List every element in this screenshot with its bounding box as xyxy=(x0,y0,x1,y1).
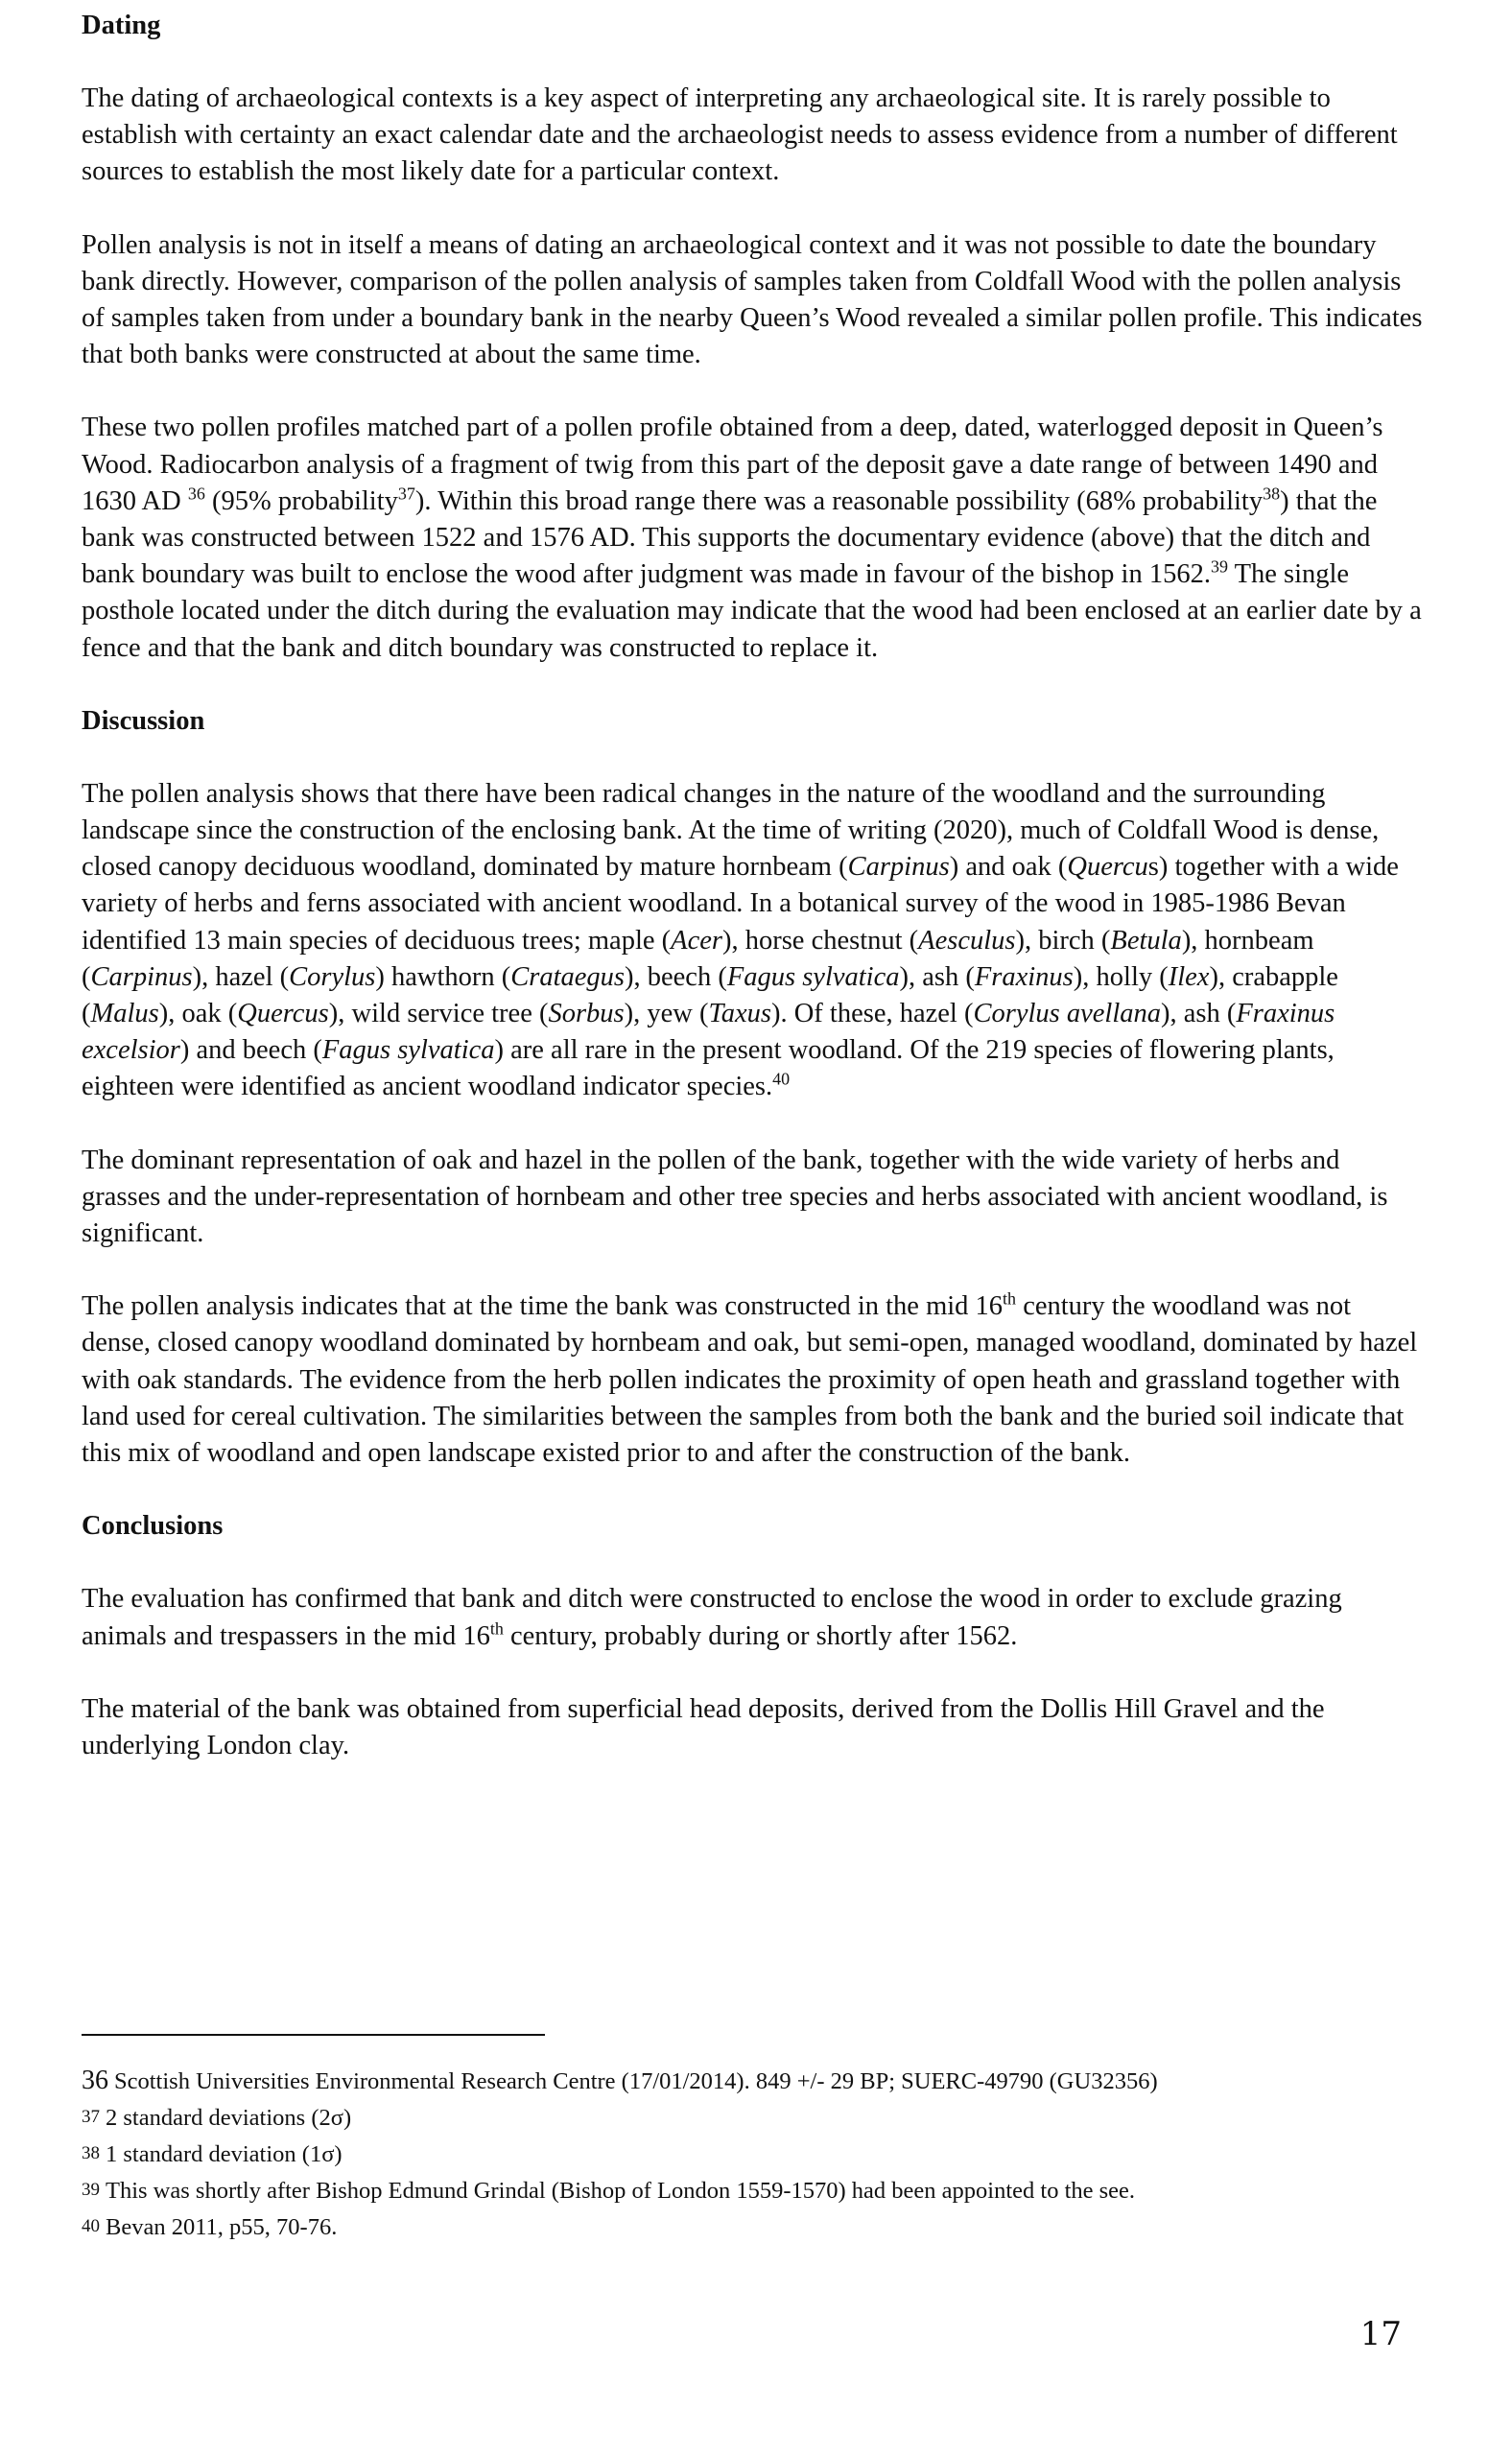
dating-paragraph-1: The dating of archaeological contexts is a key aspect of interpreting any archaeological site. It is rarely possible to establish with certainty an exact calendar date and the archaeologist needs to assess evidence from a number of different sources to establish the most likely date for a particular context. xyxy=(82,83,1398,187)
dating-paragraph-3 xyxy=(82,410,1425,666)
species-name: Fagus sylvatica xyxy=(726,961,900,992)
text-run: ) and oak ( xyxy=(949,852,1068,883)
text-run: (95% probability xyxy=(204,485,398,516)
text-run: ), ash ( xyxy=(899,961,975,992)
ordinal-suffix: th xyxy=(489,1618,504,1638)
footnote-40 xyxy=(82,2208,1444,2245)
page-content xyxy=(82,8,1425,1801)
footnote-38 xyxy=(82,2136,1444,2172)
species-name: Malus xyxy=(90,999,159,1029)
species-name: Sorbus xyxy=(548,999,625,1029)
text-run: ), hornbeam ( xyxy=(82,925,1314,992)
text-run: ). Within this broad range there was a reasonable possibility (68% probability xyxy=(414,485,1264,516)
text-run: ), birch ( xyxy=(1015,925,1111,956)
species-name: Corylus avellana xyxy=(973,999,1161,1029)
text-run: ) that the bank was constructed between 1522 and 1576 AD. This supports the documentary evidence (above) that the ditch and bank boundary was built to enclose the wood after judgment was made in favour of the bishop in 1562. xyxy=(82,485,1378,590)
text-run: These two pollen profiles matched part of a pollen profile obtained from a deep, dated, waterlogged deposit in Queen’s Wood. Radiocarbon analysis of a fragment of twig from this part of the deposit gave a date range of between 1490 and 1630 AD xyxy=(82,413,1383,516)
conclusions-paragraph-2: The material of the bank was obtained from superficial head deposits, derived from the Dollis Hill Gravel and the underlying London clay. xyxy=(82,1693,1325,1760)
footnote-39 xyxy=(82,2172,1444,2208)
dating-paragraph-2: Pollen analysis is not in itself a means of dating an archaeological context and it was not possible to date the boundary bank directly. However, comparison of the pollen analysis of samples taken from Coldfall Wood with the pollen analysis of samples taken from under a boundary bank in the nearby Queen’s Wood revealed a similar pollen profile. This indicates that both banks were constructed at about the same time. xyxy=(82,229,1423,370)
text-run: s) together with a wide variety of herbs and ferns associated with ancient woodland. In a botanical survey of the wood in 1985-1986 Bevan identified 13 main species of deciduous trees; maple ( xyxy=(82,852,1399,956)
page-number: 17 xyxy=(1359,2315,1402,2353)
species-name: Crataegus xyxy=(510,961,626,992)
heading-discussion: Discussion xyxy=(82,705,205,736)
species-name: Quercu xyxy=(1067,852,1148,883)
footnotes xyxy=(82,2034,1444,2245)
text-run: The evaluation has confirmed that bank and ditch were constructed to enclose the wood in order to exclude grazing animals and trespassers in the mid 16 xyxy=(82,1584,1342,1651)
text-run: ), beech ( xyxy=(625,961,727,992)
footnote-36 xyxy=(82,2063,1444,2099)
footnote-divider xyxy=(82,2034,545,2036)
text-run: ), wild service tree ( xyxy=(328,999,549,1029)
text-run: ), crabapple ( xyxy=(82,961,1338,1029)
species-name: Carpinus xyxy=(847,852,950,883)
species-name: Fraxinus excelsior xyxy=(82,999,1335,1066)
footnote-ref-36: 36 xyxy=(187,484,205,504)
ordinal-suffix: th xyxy=(1003,1288,1017,1309)
footnote-text: 2 standard deviations (2σ) xyxy=(106,2105,352,2131)
text-run: ), oak ( xyxy=(158,999,238,1029)
heading-dating: Dating xyxy=(82,11,161,40)
species-name: Fagus sylvatica xyxy=(321,1035,495,1066)
conclusions-paragraph-1 xyxy=(82,1581,1425,1654)
text-run: ) and beech ( xyxy=(179,1035,322,1066)
footnote-number: 38 xyxy=(82,2143,100,2163)
species-name: Ilex xyxy=(1168,961,1210,992)
footnote-text: This was shortly after Bishop Edmund Grindal (Bishop of London 1559-1570) had been appointed to the see. xyxy=(106,2178,1136,2204)
species-name: Fraxinus xyxy=(974,961,1074,992)
species-name: Carpinus xyxy=(90,961,193,992)
footnote-ref-37: 37 xyxy=(397,484,415,504)
footnote-ref-40: 40 xyxy=(772,1069,791,1089)
text-run: The pollen analysis shows that there have been radical changes in the nature of the woodland and the surrounding landscape since the construction of the enclosing bank. At the time of writing (2020), much of Coldfall Wood is dense, closed canopy deciduous woodland, dominated by mature hornbeam ( xyxy=(82,778,1380,883)
text-run: ). Of these, hazel ( xyxy=(770,999,974,1029)
text-run: century, probably during or shortly after 1562. xyxy=(503,1620,1018,1651)
text-run: century the woodland was not dense, closed canopy woodland dominated by hornbeam and oak, but semi-open, managed woodland, dominated by hazel with oak standards. The evidence from the herb pollen indicates the proximity of open heath and grassland together with land used for cereal cultivation. The similarities between the samples from both the bank and the buried soil indicate that this mix of woodland and open landscape existed prior to and after the construction of the bank. xyxy=(82,1291,1418,1469)
discussion-paragraph-2: The dominant representation of oak and hazel in the pollen of the bank, together with the wide variety of herbs and grasses and the under-representation of hornbeam and other tree species and herbs associated with ancient woodland, is significant. xyxy=(82,1145,1388,1249)
footnote-number: 36 xyxy=(82,2066,108,2095)
text-run: ), ash ( xyxy=(1161,999,1237,1029)
footnote-text: 1 standard deviation (1σ) xyxy=(106,2141,343,2167)
species-name: Corylus xyxy=(289,961,376,992)
footnote-number: 40 xyxy=(82,2216,100,2236)
text-run: ) hawthorn ( xyxy=(375,961,511,992)
footnote-ref-38: 38 xyxy=(1263,484,1281,504)
text-run: ), hazel ( xyxy=(192,961,290,992)
species-name: Quercus xyxy=(237,999,329,1029)
discussion-paragraph-1 xyxy=(82,776,1425,1106)
footnote-number: 39 xyxy=(82,2180,100,2200)
text-run: The single posthole located under the ditch during the evaluation may indicate that the wood had been enclosed at an earlier date by a fence and that the bank and ditch boundary was constructed to replace it. xyxy=(82,559,1422,663)
footnote-text: Bevan 2011, p55, 70-76. xyxy=(106,2214,338,2240)
text-run: The pollen analysis indicates that at the time the bank was constructed in the mid 16 xyxy=(82,1291,1004,1322)
footnote-ref-39: 39 xyxy=(1210,556,1228,577)
text-run: ), yew ( xyxy=(624,999,709,1029)
discussion-paragraph-3 xyxy=(82,1288,1425,1472)
species-name: Acer xyxy=(671,925,722,956)
footnote-number: 37 xyxy=(82,2107,100,2127)
text-run: ), holly ( xyxy=(1073,961,1169,992)
species-name: Aesculus xyxy=(918,925,1016,956)
text-run: ) are all rare in the present woodland. Of the 219 species of flowering plants, eighteen were identified as ancient woodland indicator species. xyxy=(82,1035,1335,1102)
footnote-text: Scottish Universities Environmental Research Centre (17/01/2014). 849 +/- 29 BP; SUERC-49790 (GU32356) xyxy=(114,2068,1158,2094)
species-name: Taxus xyxy=(708,999,771,1029)
heading-conclusions: Conclusions xyxy=(82,1511,224,1542)
text-run: ), horse chestnut ( xyxy=(721,925,919,956)
species-name: Betula xyxy=(1110,925,1182,956)
footnote-37 xyxy=(82,2099,1444,2136)
